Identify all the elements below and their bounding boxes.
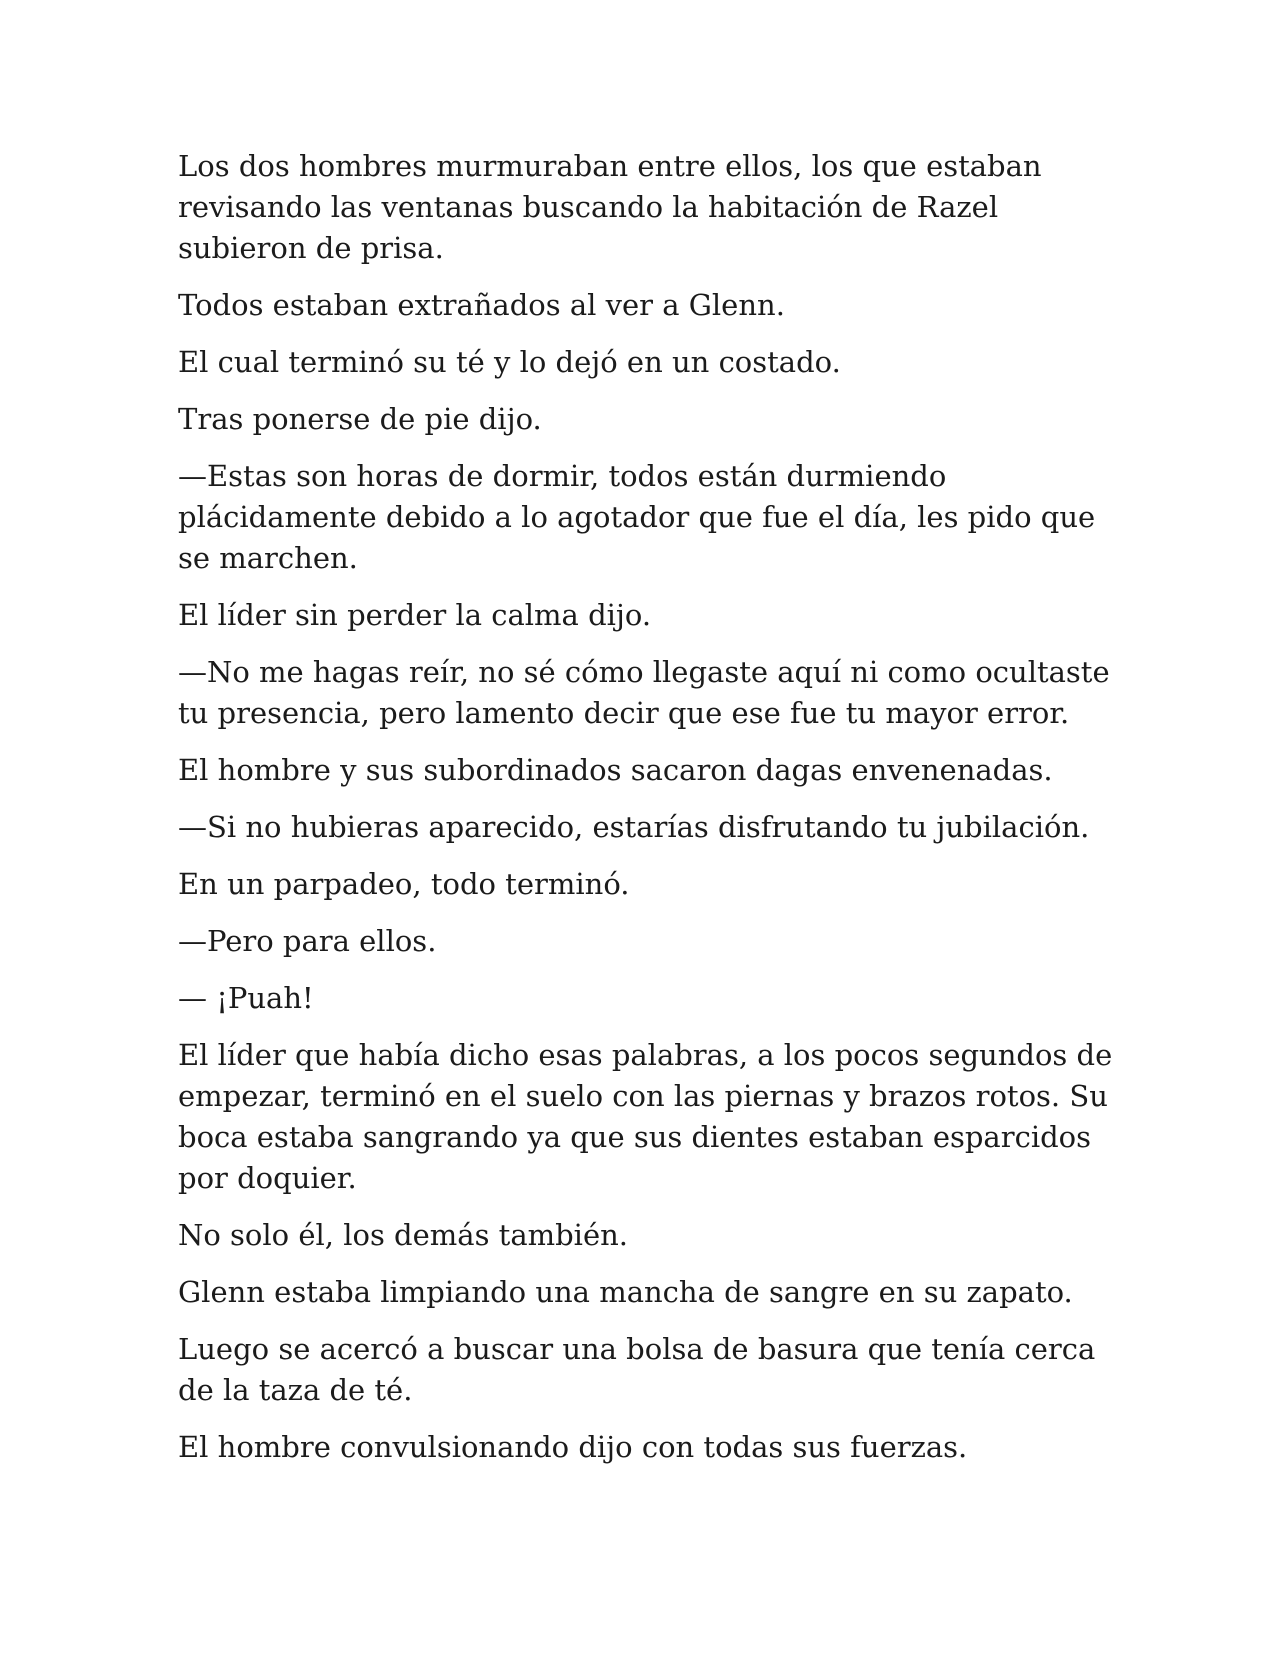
dialogue-paragraph: —No me hagas reír, no sé cómo llegaste aquí ni como ocultaste tu presencia, pero lamento decir que ese fue tu mayor error. <box>178 655 1110 730</box>
paragraph: Tras ponerse de pie dijo. <box>178 402 542 436</box>
dialogue-paragraph: — ¡Puah! <box>178 981 314 1015</box>
dialogue-paragraph: —Estas son horas de dormir, todos están durmiendo plácidamente debido a lo agotador que fue el día, les pido que se marchen. <box>178 459 1096 575</box>
paragraph: El líder sin perder la calma dijo. <box>178 598 652 632</box>
dialogue-paragraph: —Si no hubieras aparecido, estarías disfrutando tu jubilación. <box>178 810 1090 844</box>
paragraph: El líder que había dicho esas palabras, a los pocos segundos de empezar, terminó en el suelo con las piernas y brazos rotos. Su boca estaba sangrando ya que sus dientes estaban esparcidos por doquier. <box>178 1038 1113 1195</box>
paragraph: Los dos hombres murmuraban entre ellos, los que estaban revisando las ventanas buscando la habitación de Razel subieron de prisa. <box>178 149 1042 265</box>
paragraph: Glenn estaba limpiando una mancha de sangre en su zapato. <box>178 1275 1073 1309</box>
paragraph: El cual terminó su té y lo dejó en un costado. <box>178 345 841 379</box>
paragraph: Todos estaban extrañados al ver a Glenn. <box>178 288 785 322</box>
paragraph: El hombre convulsionando dijo con todas sus fuerzas. <box>178 1430 968 1464</box>
paragraph: Luego se acercó a buscar una bolsa de basura que tenía cerca de la taza de té. <box>178 1332 1096 1407</box>
paragraph: En un parpadeo, todo terminó. <box>178 867 630 901</box>
document-body <box>178 146 1118 1484</box>
dialogue-paragraph: —Pero para ellos. <box>178 924 437 958</box>
paragraph: No solo él, los demás también. <box>178 1218 629 1252</box>
paragraph: El hombre y sus subordinados sacaron dagas envenenadas. <box>178 753 1053 787</box>
